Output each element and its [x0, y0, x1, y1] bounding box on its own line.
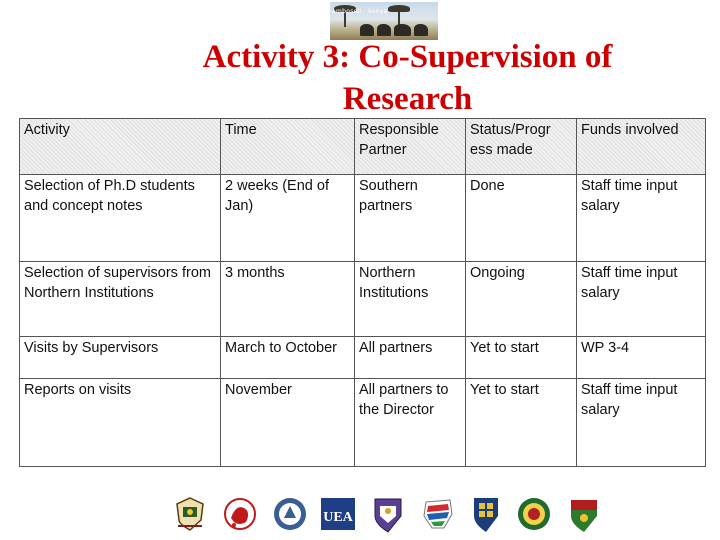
partner-logos-strip: [172, 494, 632, 536]
cell-status: Ongoing: [466, 262, 577, 337]
red-green-crest-logo: [566, 494, 602, 534]
table-row: [20, 379, 706, 467]
cell-activity: Visits by Supervisors: [20, 337, 221, 379]
column-header-status: Status/Progr ess made: [466, 119, 577, 175]
column-header-activity: Activity: [20, 119, 221, 175]
cell-responsible-partner: All partners: [355, 337, 466, 379]
header-banner-image: [330, 2, 438, 40]
cell-responsible-partner: Southern partners: [355, 175, 466, 262]
elephant-shape: [414, 24, 428, 36]
red-emblem-logo: [222, 494, 258, 534]
table-row: [20, 262, 706, 337]
table-row: [20, 175, 706, 262]
cell-time: March to October: [221, 337, 355, 379]
svg-text:UEA: UEA: [323, 510, 353, 525]
cell-responsible-partner: All partners to the Director: [355, 379, 466, 467]
cell-funds: WP 3-4: [577, 337, 706, 379]
column-header-funds: Funds involved: [577, 119, 706, 175]
cell-funds: Staff time input salary: [577, 379, 706, 467]
cell-status: Done: [466, 175, 577, 262]
cell-status: Yet to start: [466, 379, 577, 467]
uea-logo: [320, 494, 356, 534]
cell-time: 2 weeks (End of Jan): [221, 175, 355, 262]
blue-seal-logo: [272, 494, 308, 534]
flag-map-logo: [420, 494, 456, 534]
cell-status: Yet to start: [466, 337, 577, 379]
cell-activity: Selection of supervisors from Northern Institutions: [20, 262, 221, 337]
elephant-shape: [394, 24, 411, 36]
elephant-shape: [377, 24, 391, 36]
cell-activity: Reports on visits: [20, 379, 221, 467]
cell-time: November: [221, 379, 355, 467]
shield-crest-logo: [370, 494, 406, 534]
cell-funds: Staff time input salary: [577, 175, 706, 262]
column-header-responsible-partner: Responsible Partner: [355, 119, 466, 175]
cell-funds: Staff time input salary: [577, 262, 706, 337]
cell-time: 3 months: [221, 262, 355, 337]
activity-table: [19, 118, 706, 467]
cell-responsible-partner: Northern Institutions: [355, 262, 466, 337]
page-title: Activity 3: Co-Supervision of Research: [202, 39, 613, 117]
green-badge-logo: [516, 494, 552, 534]
blue-crest-logo: [468, 494, 504, 534]
column-header-time: Time: [221, 119, 355, 175]
coat-of-arms-logo: [172, 494, 208, 534]
banner-caption: amboseli · kenya: [332, 8, 388, 15]
cell-activity: Selection of Ph.D students and concept notes: [20, 175, 221, 262]
elephant-shape: [360, 24, 374, 36]
table-row: [20, 337, 706, 379]
table-header-row: [20, 119, 706, 175]
